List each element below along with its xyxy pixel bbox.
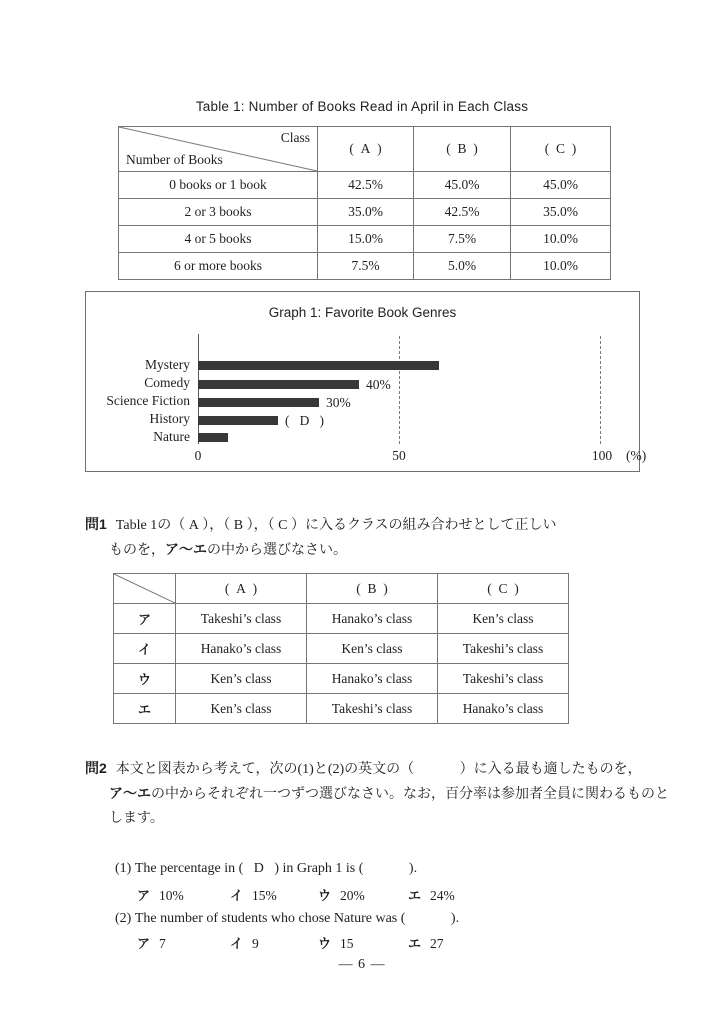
table1-header-b: ( B ) <box>414 127 511 172</box>
option-e <box>408 885 455 904</box>
chart-bar-history <box>198 416 278 425</box>
q1-header-b: ( B ) <box>307 574 438 604</box>
graph1-title: Graph 1: Favorite Book Genres <box>268 305 457 320</box>
bar-row-mystery <box>198 361 446 370</box>
option-value: 20% <box>340 888 365 903</box>
table-row <box>114 634 569 664</box>
category-label-comedy: Comedy <box>144 375 190 390</box>
bar-row-history <box>198 413 324 428</box>
sub2-options-row <box>0 933 724 951</box>
category-label-history: History <box>149 411 190 426</box>
question1-line2-choices: ア～エ <box>165 541 207 557</box>
question2-sub1 <box>115 860 417 877</box>
option-key: ウ <box>318 888 332 903</box>
option-a <box>137 885 184 904</box>
option-i <box>230 933 259 952</box>
row-label: 6 or more books <box>119 253 318 280</box>
question2-line2-choices: ア～エ <box>109 785 151 801</box>
chart-bar-nature <box>198 433 228 442</box>
cell-b: 42.5% <box>414 199 511 226</box>
x-tick-50: 50 <box>392 448 406 463</box>
option-key: イ <box>230 888 244 903</box>
option-key: ア <box>137 936 151 951</box>
question2-number: 問2 <box>85 760 107 776</box>
sub1-options-row <box>0 885 724 903</box>
question1-line2-pre: ものを， <box>109 543 165 558</box>
option-value: 7 <box>159 936 166 951</box>
sub1-text: The percentage in ( D ) in Graph 1 is ( ). <box>134 861 418 876</box>
cell-c: Takeshi’s class <box>438 634 569 664</box>
x-tick-100: 100 <box>591 448 613 463</box>
cell-a: Takeshi’s class <box>176 604 307 634</box>
cell-a: 35.0% <box>318 199 414 226</box>
option-value: 9 <box>252 936 259 951</box>
cell-c: 10.0% <box>511 253 611 280</box>
category-label-nature: Nature <box>153 429 190 444</box>
option-value: 10% <box>159 888 184 903</box>
option-value: 24% <box>430 888 455 903</box>
cell-c: Hanako’s class <box>438 694 569 724</box>
question2-line2 <box>109 785 669 803</box>
table1-corner-class-label: Class <box>280 130 310 145</box>
cell-b: Hanako’s class <box>307 604 438 634</box>
cell-b: 45.0% <box>414 172 511 199</box>
bar-row-nature <box>198 433 235 442</box>
table1-corner-cell <box>119 127 318 172</box>
option-key: ア <box>137 888 151 903</box>
cell-a: 42.5% <box>318 172 414 199</box>
table1 <box>118 126 611 280</box>
cell-b: Hanako’s class <box>307 664 438 694</box>
cell-c: 45.0% <box>511 172 611 199</box>
cell-a: Ken’s class <box>176 664 307 694</box>
question1-line2 <box>109 541 347 559</box>
question2-text: 本文と図表から考えて，次の(1)と(2)の英文の（ ）に入る最も適したものを， <box>115 762 642 777</box>
q1-table-corner-diagonal-line <box>114 574 175 603</box>
bar-value-label: ( D ) <box>285 413 324 428</box>
category-label-mystery: Mystery <box>145 357 190 372</box>
question1-answer-table <box>113 573 569 724</box>
chart-bar-science-fiction <box>198 398 319 407</box>
option-value: 15% <box>252 888 277 903</box>
choice-key: ウ <box>114 664 176 694</box>
option-u <box>318 933 354 952</box>
question2-sub2 <box>115 910 459 927</box>
option-key: エ <box>408 936 422 951</box>
bar-row-comedy <box>198 377 391 392</box>
cell-a: Ken’s class <box>176 694 307 724</box>
cell-b: 5.0% <box>414 253 511 280</box>
question2-line3: します。 <box>109 811 164 826</box>
choice-key: イ <box>114 634 176 664</box>
cell-b: Takeshi’s class <box>307 694 438 724</box>
cell-c: Takeshi’s class <box>438 664 569 694</box>
chart-bar-comedy <box>198 380 359 389</box>
row-label: 0 books or 1 book <box>119 172 318 199</box>
table1-header-a: ( A ) <box>318 127 414 172</box>
sub2-number: (2) <box>115 911 132 926</box>
choice-key: エ <box>114 694 176 724</box>
table-row <box>114 694 569 724</box>
cell-b: Ken’s class <box>307 634 438 664</box>
question1-line1 <box>85 516 557 534</box>
page-number: — 6 — <box>338 957 386 972</box>
option-key: エ <box>408 888 422 903</box>
question2-line2-post: の中からそれぞれ一つずつ選びなさい。なお，百分率は参加者全員に関わるものと <box>151 787 669 802</box>
sub2-text: The number of students who chose Nature was ( ). <box>134 911 460 926</box>
category-label-science-fiction: Science Fiction <box>106 393 190 408</box>
graph1-panel <box>85 291 647 472</box>
cell-a: Hanako’s class <box>176 634 307 664</box>
option-value: 27 <box>430 936 444 951</box>
table-row <box>119 253 611 280</box>
bar-row-science-fiction <box>198 395 351 410</box>
option-key: イ <box>230 936 244 951</box>
row-label: 2 or 3 books <box>119 199 318 226</box>
table-row <box>119 226 611 253</box>
row-label: 4 or 5 books <box>119 226 318 253</box>
y-axis-line <box>198 334 199 444</box>
cell-c: Ken’s class <box>438 604 569 634</box>
q1-header-a: ( A ) <box>176 574 307 604</box>
table-row <box>114 664 569 694</box>
option-key: ウ <box>318 936 332 951</box>
cell-b: 7.5% <box>414 226 511 253</box>
cell-a: 15.0% <box>318 226 414 253</box>
option-i <box>230 885 277 904</box>
option-a <box>137 933 166 952</box>
q1-header-c: ( C ) <box>438 574 569 604</box>
x-axis-unit-label: (%) <box>626 448 647 463</box>
gridline-100 <box>600 336 601 444</box>
table-row <box>119 199 611 226</box>
gridline-50 <box>399 336 400 444</box>
sub1-number: (1) <box>115 861 132 876</box>
q1-table-corner-cell <box>114 574 176 604</box>
bar-value-label: 40% <box>366 377 391 392</box>
question1-line2-post: の中から選びなさい。 <box>207 543 347 558</box>
question1-number: 問1 <box>85 516 107 532</box>
table1-corner-books-label: Number of Books <box>126 152 223 167</box>
bar-value-label: 30% <box>326 395 351 410</box>
cell-c: 10.0% <box>511 226 611 253</box>
table-row <box>114 604 569 634</box>
x-tick-0: 0 <box>194 448 202 463</box>
table1-title: Table 1: Number of Books Read in April in Each Class <box>195 99 529 114</box>
table-row <box>119 172 611 199</box>
option-e <box>408 933 444 952</box>
cell-a: 7.5% <box>318 253 414 280</box>
table1-header-c: ( C ) <box>511 127 611 172</box>
option-u <box>318 885 365 904</box>
choice-key: ア <box>114 604 176 634</box>
question2-line1 <box>85 760 642 778</box>
chart-bar-mystery <box>198 361 439 370</box>
question1-text: Table 1の（ A ），（ B ），（ C ）に入るクラスの組み合わせとして正しい <box>115 518 557 533</box>
option-value: 15 <box>340 936 354 951</box>
cell-c: 35.0% <box>511 199 611 226</box>
